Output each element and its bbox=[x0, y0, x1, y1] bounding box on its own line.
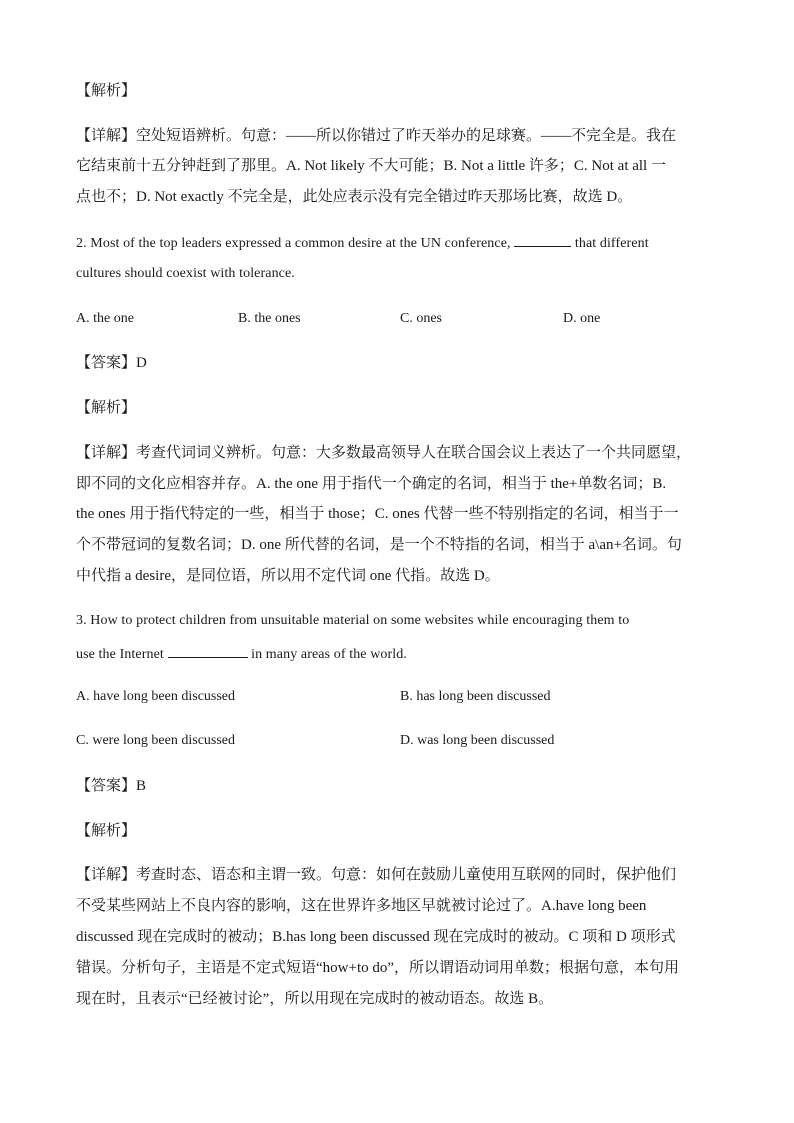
detail-line: 中代指 a desire，是同位语，所以用不定代词 one 代指。故选 D。 bbox=[76, 568, 500, 584]
option-a: A. the one bbox=[76, 311, 134, 326]
question-3-stem-part1: use the Internet bbox=[76, 647, 168, 662]
option-d: D. one bbox=[563, 311, 601, 326]
question-3-stem-line1: 3. How to protect children from unsuitable material on some websites while encouraging them to bbox=[76, 613, 630, 628]
answer-blank bbox=[168, 643, 248, 658]
detail-line: 现在时，且表示“已经被讨论”，所以用现在完成时的被动语态。故选 B。 bbox=[76, 991, 554, 1007]
question-2-stem-line2: cultures should coexist with tolerance. bbox=[76, 266, 295, 281]
question-2-stem bbox=[76, 232, 724, 254]
jiexi-heading-1: 【解析】 bbox=[76, 83, 137, 99]
question-2-stem-part2: that different bbox=[571, 236, 649, 251]
option-d: D. was long been discussed bbox=[400, 733, 555, 748]
detail-line: 【详解】考查代词词义辨析。句意：大多数最高领导人在联合国会议上表达了一个共同愿望， bbox=[76, 445, 692, 461]
detail-line: 即不同的文化应相容并存。A. the one 用于指代一个确定的名词，相当于 the+单数名词；B. bbox=[76, 476, 667, 492]
question-2-stem-part1: 2. Most of the top leaders expressed a common desire at the UN conference, bbox=[76, 236, 515, 251]
detail-line: 它结束前十五分钟赶到了那里。A. Not likely 不大可能；B. Not a little 许多；C. Not at all 一 bbox=[76, 158, 666, 174]
answer-blank bbox=[514, 232, 571, 247]
option-a: A. have long been discussed bbox=[76, 689, 236, 704]
detail-line: 不受某些网站上不良内容的影响，这在世界许多地区早就被讨论过了。A.have long been bbox=[76, 898, 647, 914]
option-c: C. ones bbox=[400, 311, 442, 326]
detail-line: 【详解】考查时态、语态和主谓一致。句意：如何在鼓励儿童使用互联网的同时，保护他们 bbox=[76, 867, 677, 883]
detail-line: 错误。分析句子，主语是不定式短语“how+to do”，所以谓语动词用单数；根据句意，本句用 bbox=[76, 960, 680, 976]
detail-line: 【详解】空处短语辨析。句意：——所以你错过了昨天举办的足球赛。——不完全是。我在 bbox=[76, 128, 677, 144]
detail-line: 点也不；D. Not exactly 不完全是，此处应表示没有完全错过昨天那场比赛，故选 D。 bbox=[76, 189, 633, 205]
jiexi-heading-3: 【解析】 bbox=[76, 823, 137, 839]
detail-line: discussed 现在完成时的被动；B.has long been discussed 现在完成时的被动。C 项和 D 项形式 bbox=[76, 929, 676, 945]
answer-label-2: 【答案】D bbox=[76, 355, 147, 371]
detail-line: 个不带冠词的复数名词；D. one 所代替的名词，是一个不特指的名词，相当于 a\an+名词。句 bbox=[76, 537, 682, 553]
option-b: B. has long been discussed bbox=[400, 689, 551, 704]
question-3-stem-part2: in many areas of the world. bbox=[247, 647, 407, 662]
option-c: C. were long been discussed bbox=[76, 733, 236, 748]
question-3-stem-line2 bbox=[76, 643, 724, 665]
answer-label-3: 【答案】B bbox=[76, 778, 147, 794]
detail-line: the ones 用于指代特定的一些，相当于 those；C. ones 代替一些不特别指定的名词，相当于一 bbox=[76, 506, 679, 522]
option-b: B. the ones bbox=[238, 311, 301, 326]
jiexi-heading-2: 【解析】 bbox=[76, 400, 137, 416]
